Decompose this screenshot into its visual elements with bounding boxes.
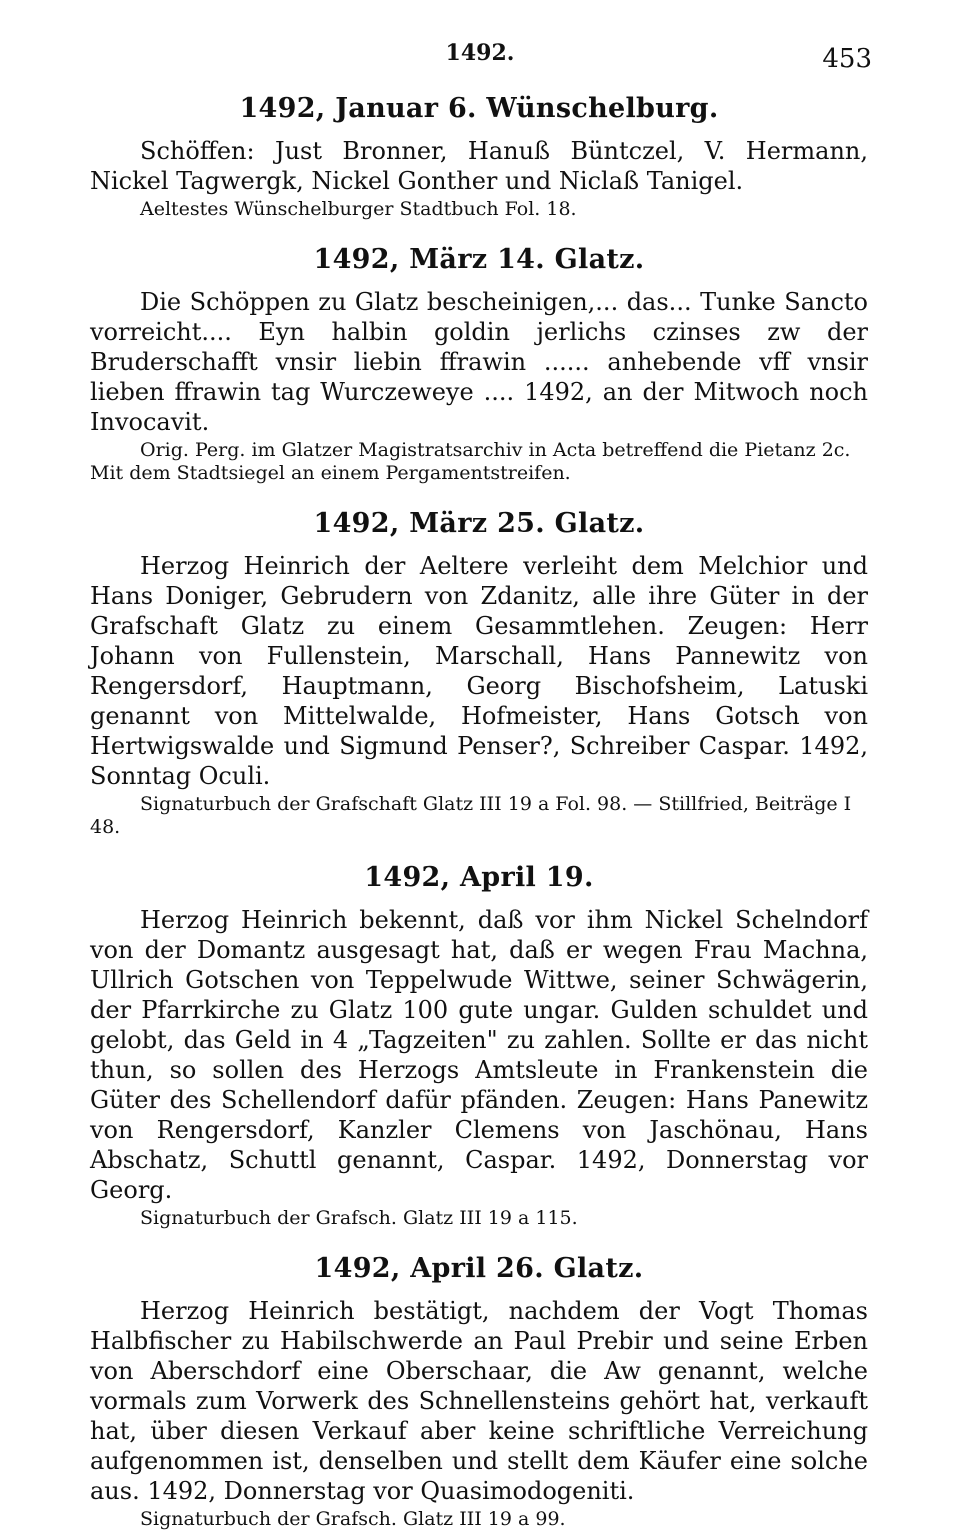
entry-heading: 1492, Januar 6. Wünschelburg. — [239, 93, 719, 124]
document-entry — [90, 243, 868, 485]
entry-heading: 1492, April 26. Glatz. — [314, 1253, 644, 1284]
entry-heading: 1492, April 19. — [364, 862, 594, 893]
entry-source: Signaturbuch der Grafsch. Glatz III 19 a 99. — [140, 1508, 566, 1530]
entry-source: Aeltestes Wünschelburger Stadtbuch Fol. 18. — [140, 198, 577, 220]
entry-source: Signaturbuch der Grafsch. Glatz III 19 a 115. — [140, 1207, 578, 1229]
entry-source: Orig. Perg. im Glatzer Magistratsarchiv in Acta betreffend die Pietanz 2c. Mit dem Stadtsiegel an einem Pergamentstreifen. — [90, 439, 851, 484]
page-number: 453 — [822, 44, 872, 74]
page-content — [90, 92, 868, 1531]
document-entry — [90, 1252, 868, 1531]
entry-heading: 1492, März 14. Glatz. — [313, 244, 645, 275]
entry-body: Herzog Heinrich bekennt, daß vor ihm Nickel Schelndorf von der Domantz ausgesagt hat, daß er wegen Frau Machna, Ullrich Gotschen von Teppelwude Wittwe, seiner Schwägerin, der Pfarrkirche zu Glatz 100 gute ungar. Gulden schuldet und gelobt, das Geld in 4 „Tagzeiten" zu zahlen. Sollte er das nicht thun, so sollen des Herzogs Amtsleute in Frankenstein die Güter des Schellendorf dafür pfänden. Zeugen: Hans Panewitz von Rengersdorf, Kanzler Clemens von Jaschönau, Hans Abschatz, Schuttl genannt, Caspar. 1492, Donnerstag vor Georg. — [90, 906, 868, 1204]
entry-heading: 1492, März 25. Glatz. — [313, 508, 645, 539]
running-head-year: 1492. — [445, 40, 515, 66]
document-entry — [90, 92, 868, 221]
entry-body: Schöffen: Just Bronner, Hanuß Büntczel, V. Hermann, Nickel Tagwergk, Nickel Gonther und Niclaß Tanigel. — [90, 137, 868, 195]
document-entry — [90, 507, 868, 839]
entry-source: Signaturbuch der Grafschaft Glatz III 19 a Fol. 98. — Stillfried, Beiträge I 48. — [90, 793, 852, 838]
running-head — [0, 40, 960, 80]
entry-body: Herzog Heinrich bestätigt, nachdem der Vogt Thomas Halbfischer zu Habilschwerde an Paul Prebir und seine Erben von Aberschdorf eine Oberschaar, die Aw genannt, welche vormals zum Vorwerk des Schnellensteins gehört hat, verkauft hat, über diesen Verkauf aber keine schriftliche Verreichung aufgenommen ist, denselben und stellt dem Käufer eine solche aus. 1492, Donnerstag vor Quasimodogeniti. — [90, 1297, 868, 1505]
document-entry — [90, 861, 868, 1230]
entry-body: Die Schöppen zu Glatz bescheinigen,... das... Tunke Sancto vorreicht.... Eyn halbin goldin jerlichs czinses zw der Bruderschafft vnsir liebin ffrawin ...... anhebende vff vnsir lieben ffrawin tag Wurczeweye .... 1492, an der Mitwoch noch Invocavit. — [90, 288, 868, 436]
entry-body: Herzog Heinrich der Aeltere verleiht dem Melchior und Hans Doniger, Gebrudern von Zdanitz, alle ihre Güter in der Grafschaft Glatz zu einem Gesammtlehen. Zeugen: Herr Johann von Fullenstein, Marschall, Hans Pannewitz von Rengersdorf, Hauptmann, Georg Bischofsheim, Latuski genannt von Mittelwalde, Hofmeister, Hans Gotsch von Hertwigswalde und Sigmund Penser?, Schreiber Caspar. 1492, Sonntag Oculi. — [90, 552, 868, 790]
